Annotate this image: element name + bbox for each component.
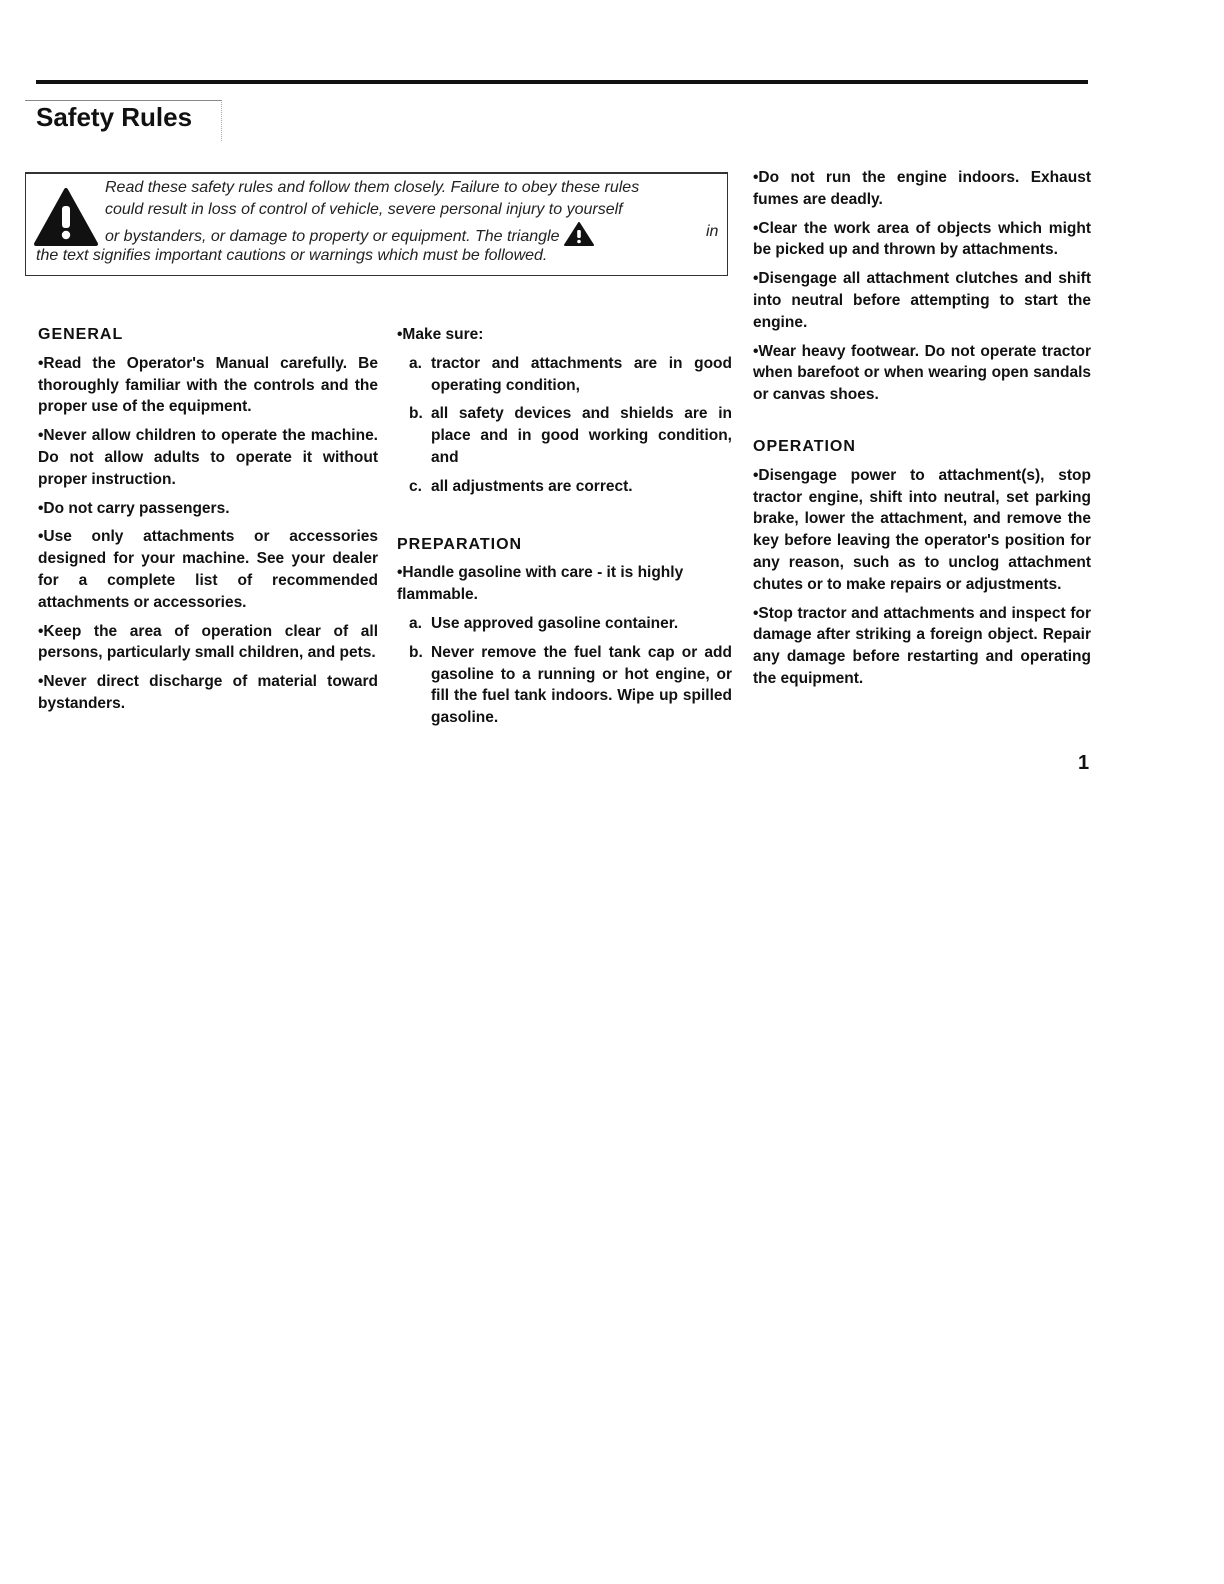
make-sure-item-c <box>397 476 732 498</box>
col3-item-3: •Disengage all attachment clutches and shift into neutral before attempting to start the engine. <box>753 270 1091 331</box>
warning-triangle-icon <box>33 186 99 248</box>
preparation-item-b <box>397 642 732 729</box>
general-item-3: •Do not carry passengers. <box>38 499 230 517</box>
preparation-text-a: Use approved gasoline container. <box>431 614 679 632</box>
preparation-letter-a: a. <box>409 614 422 632</box>
make-sure-text-b: all safety devices and shields are in place and in good working condition, and <box>431 405 732 466</box>
preparation-text-b: Never remove the fuel tank cap or add gasoline to a running or hot engine, or fill the fuel tank indoors. Wipe up spilled gasoline. <box>431 643 732 727</box>
operation-heading: OPERATION <box>753 437 856 455</box>
preparation-letter-b: b. <box>409 643 423 661</box>
column-general <box>38 324 378 722</box>
general-heading: GENERAL <box>38 326 124 343</box>
make-sure-letter-a: a. <box>409 354 422 372</box>
warning-triangle-inline-icon <box>563 221 595 247</box>
make-sure-text-a: tractor and attachments are in good operating condition, <box>431 354 732 394</box>
operation-item-1: •Disengage power to attachment(s), stop tractor engine, shift into neutral, set parking brake, lower the attachment, and remove the key before leaving the operator's position for any reason, such as to unclog attachment chutes or to make repairs or adjustments. <box>753 466 1091 593</box>
make-sure-letter-c: c. <box>409 477 422 495</box>
warning-line-3 <box>105 221 595 248</box>
page-number: 1 <box>1078 752 1090 774</box>
operation-item-2: •Stop tractor and attachments and inspect for damage after striking a foreign object. Repair any damage before restarting and operating the equipment. <box>753 604 1091 687</box>
top-rule <box>36 80 1088 84</box>
make-sure-lead: •Make sure: <box>397 326 484 343</box>
warning-line-1: Read these safety rules and follow them closely. Failure to obey these rules <box>105 179 640 196</box>
general-item-2: •Never allow children to operate the machine. Do not allow adults to operate it without proper instruction. <box>38 427 378 488</box>
make-sure-letter-b: b. <box>409 405 423 423</box>
preparation-lead: •Handle gasoline with care - it is highly flammable. <box>397 564 684 604</box>
preparation-heading: PREPARATION <box>397 535 523 553</box>
general-item-4: •Use only attachments or accessories designed for your machine. See your dealer for a complete list of recommended attachments or accessories. <box>38 528 378 611</box>
column-make-sure-preparation <box>397 324 732 736</box>
warning-line-4: the text signifies important cautions or warnings which must be followed. <box>36 247 548 264</box>
col3-item-4: •Wear heavy footwear. Do not operate tractor when barefoot or when wearing open sandals or canvas shoes. <box>753 342 1091 404</box>
page-title: Safety Rules <box>36 102 193 132</box>
col3-item-1: •Do not run the engine indoors. Exhaust fumes are deadly. <box>753 169 1091 208</box>
general-item-1: •Read the Operator's Manual carefully. Be thoroughly familiar with the controls and the proper use of the equipment. <box>38 354 378 416</box>
make-sure-item-b <box>397 403 732 468</box>
column-operation <box>753 167 1091 697</box>
warning-line-3-in: in <box>706 223 719 240</box>
warning-line-3-text: or bystanders, or damage to property or equipment. The triangle <box>105 228 560 245</box>
preparation-item-a <box>397 613 732 635</box>
general-item-6: •Never direct discharge of material toward bystanders. <box>38 673 378 712</box>
warning-line-2: could result in loss of control of vehicle, severe personal injury to yourself <box>105 201 623 218</box>
col3-item-2: •Clear the work area of objects which might be picked up and thrown by attachments. <box>753 219 1091 259</box>
make-sure-item-a <box>397 353 732 397</box>
general-item-5: •Keep the area of operation clear of all persons, particularly small children, and pets. <box>38 622 378 662</box>
make-sure-text-c: all adjustments are correct. <box>431 477 633 495</box>
